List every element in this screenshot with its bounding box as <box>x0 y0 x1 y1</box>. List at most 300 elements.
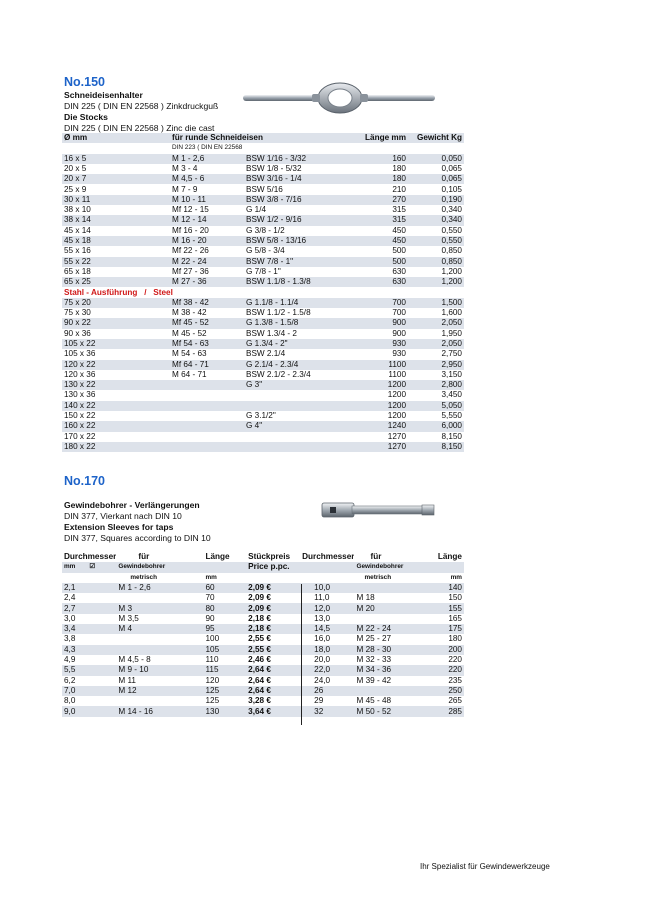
cell-weight: 0,105 <box>441 184 462 194</box>
cell-metric: Mf 22 - 26 <box>172 246 209 256</box>
cell-diameter-2: 24,0 <box>314 675 331 685</box>
cell-tap-2: M 25 - 27 <box>356 634 392 644</box>
cell-length: 80 <box>179 603 246 613</box>
table-row <box>62 593 464 603</box>
cell-metric: Mf 45 - 52 <box>170 318 244 328</box>
cell-diameter: 30 x 11 <box>62 195 170 205</box>
cell-weight: 5,050 <box>408 401 464 411</box>
cell-weight: 2,950 <box>408 360 464 370</box>
din-norm-note: DIN 223 ( DIN EN 22568 <box>172 144 243 152</box>
table-row <box>62 184 464 194</box>
cell-weight: 0,050 <box>408 154 464 164</box>
cell-diameter: 25 x 9 <box>64 184 87 194</box>
cell-imperial: BSW 1.3/4 - 2 <box>246 328 297 338</box>
cell-length: 450 <box>352 236 408 246</box>
col-header-length-2: Länge <box>437 552 462 562</box>
table-row <box>62 164 464 174</box>
table-row <box>62 390 464 400</box>
table-row <box>62 215 464 225</box>
cell-diameter: 160 x 22 <box>62 421 170 431</box>
table-row <box>62 634 464 644</box>
cell-imperial: BSW 1/16 - 3/32 <box>244 154 352 164</box>
cell-imperial <box>244 432 352 442</box>
col-header-for-2: für <box>370 552 382 562</box>
cell-imperial: G 5/8 - 3/4 <box>246 246 285 256</box>
cell-weight: 6,000 <box>408 421 464 431</box>
table-row <box>62 696 464 706</box>
cell-imperial: BSW 2.1/4 <box>246 349 286 359</box>
cell-diameter: 20 x 7 <box>62 174 170 184</box>
cell-length: 1270 <box>387 431 406 441</box>
cell-length: 500 <box>392 246 406 256</box>
cell-length-2: 250 <box>414 686 464 696</box>
cell-diameter-2: 10,0 <box>300 583 354 593</box>
cell-length: 95 <box>179 624 246 634</box>
cell-price: 2,09 € <box>246 583 300 593</box>
cell-length: 900 <box>352 318 408 328</box>
table-row <box>62 257 464 267</box>
table-row <box>62 686 464 696</box>
cell-length: 70 <box>205 593 215 603</box>
cell-length-2: 220 <box>414 665 464 675</box>
table-row <box>62 411 464 421</box>
cell-tap: M 14 - 16 <box>116 706 179 716</box>
cell-imperial: BSW 2.1/2 - 2.3/4 <box>246 369 311 379</box>
table-row <box>62 246 464 256</box>
cell-price: 2,55 € <box>246 645 300 655</box>
cell-diameter: 120 x 36 <box>64 369 96 379</box>
table-subheader-2 <box>62 573 464 583</box>
cell-length-2: 175 <box>414 624 464 634</box>
cell-tap-2: M 32 - 33 <box>356 655 392 665</box>
cell-metric <box>170 411 244 421</box>
table-row <box>62 706 464 716</box>
cell-imperial: BSW 5/8 - 13/16 <box>244 236 352 246</box>
table-row <box>62 614 464 624</box>
cell-tap-2: M 45 - 48 <box>356 696 392 706</box>
cell-imperial: G 3/8 - 1/2 <box>246 225 285 235</box>
cell-weight: 1,500 <box>408 298 464 308</box>
table-row <box>62 432 464 442</box>
cell-diameter: 170 x 22 <box>64 431 96 441</box>
col-header-diameter: Ø mm <box>62 133 170 143</box>
cell-diameter: 45 x 18 <box>62 236 170 246</box>
unit-mm: mm ☑ <box>62 562 116 572</box>
extension-sleeves-table <box>62 552 464 717</box>
cell-tap: M 9 - 10 <box>116 665 179 675</box>
cell-length: 315 <box>392 205 406 215</box>
cell-metric <box>170 442 244 452</box>
cell-diameter-2: 12,0 <box>300 603 354 613</box>
cell-price: 2,64 € <box>246 686 300 696</box>
cell-price: 2,09 € <box>246 603 300 613</box>
table-row <box>62 645 464 655</box>
cell-diameter: 105 x 36 <box>64 349 96 359</box>
label-taps: Gewindebohrer <box>116 562 179 572</box>
cell-tap <box>116 593 179 603</box>
cell-imperial: BSW 1.1/2 - 1.5/8 <box>246 308 311 318</box>
cell-length: 105 <box>179 645 246 655</box>
cell-length: 1200 <box>387 411 406 421</box>
cell-tap-2 <box>354 583 414 593</box>
table-row <box>62 442 464 452</box>
cell-tap: M 3 <box>116 603 179 613</box>
cell-metric <box>170 401 244 411</box>
cell-metric <box>170 432 244 442</box>
cell-diameter: 2,7 <box>62 603 116 613</box>
label-mm: mm <box>205 573 217 581</box>
cell-tap-2 <box>354 686 414 696</box>
table-row <box>62 277 464 287</box>
cell-imperial: G 1/4 <box>246 205 267 215</box>
die-stock-image <box>240 80 440 120</box>
cell-length-2: 285 <box>414 706 464 716</box>
cell-tap-2 <box>354 614 414 624</box>
cell-metric: Mf 16 - 20 <box>172 225 209 235</box>
col-header-length: Länge mm <box>352 133 408 143</box>
cell-length: 210 <box>392 184 406 194</box>
table-row <box>62 421 464 431</box>
cell-diameter: 38 x 10 <box>64 205 91 215</box>
cell-imperial <box>244 442 352 452</box>
table-row <box>62 267 464 277</box>
cell-diameter: 20 x 5 <box>64 163 87 173</box>
model-number-150: No.150 <box>64 75 105 89</box>
cell-price: 2,64 € <box>248 675 271 685</box>
table-row <box>62 226 464 236</box>
cell-weight: 0,550 <box>441 225 462 235</box>
cell-metric: M 7 - 9 <box>172 184 198 194</box>
table-row <box>62 655 464 665</box>
cell-diameter: 105 x 22 <box>62 339 170 349</box>
label-metric: metrisch <box>130 573 157 581</box>
cell-tap: M 4 <box>116 624 179 634</box>
cell-diameter: 5,5 <box>62 665 116 675</box>
cell-diameter: 6,2 <box>64 675 76 685</box>
cell-diameter: 140 x 22 <box>62 401 170 411</box>
cell-diameter-2: 14,5 <box>300 624 354 634</box>
cell-weight: 3,150 <box>441 369 462 379</box>
cell-tap: M 4,5 - 8 <box>118 655 151 665</box>
table-row <box>62 205 464 215</box>
cell-tap: M 1 - 2,6 <box>116 583 179 593</box>
cell-length: 270 <box>352 195 408 205</box>
cell-metric: M 16 - 20 <box>170 236 244 246</box>
cell-tap-2: M 39 - 42 <box>356 675 392 685</box>
cell-metric: M 45 - 52 <box>172 328 207 338</box>
cell-metric <box>170 421 244 431</box>
cell-length: 180 <box>352 174 408 184</box>
cell-diameter: 4,3 <box>62 645 116 655</box>
cell-metric: M 1 - 2,6 <box>170 154 244 164</box>
label-taps-2: Gewindebohrer <box>354 562 414 572</box>
table-row <box>62 236 464 246</box>
cell-weight: 0,550 <box>408 236 464 246</box>
cell-length: 900 <box>392 328 406 338</box>
cell-diameter-2: 26 <box>300 686 354 696</box>
cell-diameter: 65 x 18 <box>64 266 91 276</box>
cell-price: 3,64 € <box>246 706 300 716</box>
cell-diameter: 75 x 20 <box>62 298 170 308</box>
cell-length: 125 <box>179 686 246 696</box>
table-row <box>62 195 464 205</box>
title-en-170: Extension Sleeves for taps <box>64 522 174 532</box>
cell-imperial: BSW 1/2 - 9/16 <box>244 215 352 225</box>
cell-length: 115 <box>179 665 246 675</box>
cell-diameter: 38 x 14 <box>62 215 170 225</box>
cell-metric: M 4,5 - 6 <box>170 174 244 184</box>
table-row <box>62 624 464 634</box>
cell-diameter: 130 x 36 <box>64 390 96 400</box>
cell-tap: M 3,5 <box>118 613 139 623</box>
cell-price: 3,28 € <box>248 696 271 706</box>
steel-version-label <box>62 287 464 297</box>
table-row <box>62 298 464 308</box>
cell-price: 2,18 € <box>246 624 300 634</box>
cell-metric: M 22 - 24 <box>170 257 244 267</box>
cell-imperial: BSW 3/8 - 7/16 <box>244 195 352 205</box>
cell-length: 700 <box>392 308 406 318</box>
cell-tap-2: M 22 - 24 <box>354 624 414 634</box>
square-icon: ☑ <box>89 563 96 571</box>
cell-metric: M 12 - 14 <box>170 215 244 225</box>
cell-length: 180 <box>392 163 406 173</box>
cell-weight: 5,550 <box>441 411 462 421</box>
footer-tagline: Ihr Spezialist für Gewindewerkzeuge <box>420 862 550 871</box>
cell-diameter: 55 x 22 <box>62 257 170 267</box>
cell-diameter: 16 x 5 <box>62 154 170 164</box>
table-row <box>62 174 464 184</box>
label-metric-2: metrisch <box>364 573 392 581</box>
cell-length: 930 <box>392 349 406 359</box>
cell-metric: M 10 - 11 <box>170 195 244 205</box>
model-number-170: No.170 <box>64 474 105 488</box>
cell-diameter-2: 13,0 <box>314 613 331 623</box>
cell-imperial: BSW 1.1/8 - 1.3/8 <box>244 277 352 287</box>
table-header-170 <box>62 552 464 562</box>
cell-diameter-2: 32 <box>300 706 354 716</box>
title-en: Die Stocks <box>64 112 108 122</box>
cell-diameter-2: 29 <box>314 696 324 706</box>
table-row <box>62 603 464 613</box>
cell-price: 2,64 € <box>246 665 300 675</box>
col-header-dies: für runde Schneideisen <box>170 133 352 143</box>
cell-imperial: G 1.3/4 - 2" <box>244 339 352 349</box>
cell-metric: Mf 54 - 63 <box>170 339 244 349</box>
cell-imperial: G 1.3/8 - 1.5/8 <box>244 318 352 328</box>
cell-weight: 2,050 <box>408 318 464 328</box>
cell-length: 125 <box>205 696 220 706</box>
cell-length: 130 <box>179 706 246 716</box>
table-row <box>62 349 464 359</box>
cell-metric: Mf 12 - 15 <box>172 205 209 215</box>
extension-sleeve-image <box>318 498 438 522</box>
table-subheader <box>62 143 464 153</box>
die-stocks-table <box>62 133 464 452</box>
cell-weight: 0,340 <box>408 215 464 225</box>
spec-en-170: DIN 377, Squares according to DIN 10 <box>64 533 211 543</box>
col-header-length: Länge <box>205 552 230 562</box>
cell-diameter: 55 x 16 <box>64 246 91 256</box>
table-row <box>62 665 464 675</box>
cell-length: 1240 <box>352 421 408 431</box>
cell-metric: M 54 - 63 <box>172 349 207 359</box>
column-divider <box>301 584 302 725</box>
cell-length: 1270 <box>352 442 408 452</box>
title-de: Schneideisenhalter <box>64 90 143 100</box>
table-row <box>62 318 464 328</box>
cell-imperial: G 1.1/8 - 1.1/4 <box>244 298 352 308</box>
cell-length: 100 <box>205 634 220 644</box>
cell-length: 450 <box>392 225 406 235</box>
cell-imperial: BSW 3/16 - 1/4 <box>244 174 352 184</box>
table-subheader-1 <box>62 562 464 572</box>
cell-metric: M 38 - 42 <box>172 308 207 318</box>
cell-diameter: 90 x 22 <box>62 318 170 328</box>
cell-diameter: 9,0 <box>62 706 116 716</box>
table-row <box>62 401 464 411</box>
cell-price: 2,18 € <box>248 613 271 623</box>
table-row <box>62 583 464 593</box>
cell-weight: 0,850 <box>441 246 462 256</box>
cell-tap: M 12 <box>116 686 179 696</box>
cell-weight: 0,065 <box>441 163 462 173</box>
cell-weight: 0,065 <box>408 174 464 184</box>
label-mm-2: mm <box>450 573 462 581</box>
table-row <box>62 308 464 318</box>
cell-length: 1200 <box>387 390 406 400</box>
cell-metric: M 64 - 71 <box>172 369 207 379</box>
cell-weight: 1,200 <box>408 277 464 287</box>
cell-diameter: 150 x 22 <box>64 411 96 421</box>
cell-tap-2: M 20 <box>354 603 414 613</box>
cell-imperial: G 3" <box>244 380 352 390</box>
cell-length: 700 <box>352 298 408 308</box>
cell-imperial: G 4" <box>244 421 352 431</box>
cell-tap <box>116 634 179 644</box>
cell-diameter: 8,0 <box>64 696 76 706</box>
cell-length: 110 <box>205 655 219 665</box>
table-row <box>62 360 464 370</box>
cell-length: 930 <box>352 339 408 349</box>
cell-length: 1100 <box>352 360 408 370</box>
cell-diameter: 65 x 25 <box>62 277 170 287</box>
cell-length-2: 265 <box>448 696 462 706</box>
cell-metric <box>170 390 244 400</box>
table-row <box>62 339 464 349</box>
cell-tap-2: M 34 - 36 <box>354 665 414 675</box>
cell-imperial: G 2.1/4 - 2.3/4 <box>244 360 352 370</box>
col-header-price: Stückpreis <box>248 552 291 562</box>
cell-length: 500 <box>352 257 408 267</box>
cell-diameter-2: 18,0 <box>300 645 354 655</box>
cell-weight: 0,850 <box>408 257 464 267</box>
cell-metric: Mf 38 - 42 <box>170 298 244 308</box>
cell-weight: 2,800 <box>408 380 464 390</box>
cell-diameter: 120 x 22 <box>62 360 170 370</box>
cell-diameter-2: 11,0 <box>314 593 330 603</box>
col-header-weight: Gewicht Kg <box>408 133 464 143</box>
spec-de: DIN 225 ( DIN EN 22568 ) Zinkdruckguß <box>64 101 219 111</box>
cell-length: 630 <box>352 277 408 287</box>
cell-imperial <box>244 390 352 400</box>
table-row <box>62 370 464 380</box>
cell-diameter: 3,0 <box>64 613 76 623</box>
cell-length: 630 <box>392 266 406 276</box>
cell-length-2: 155 <box>414 603 464 613</box>
cell-length-2: 180 <box>448 634 462 644</box>
title-de-170: Gewindebohrer - Verlängerungen <box>64 500 200 510</box>
cell-imperial: BSW 1/8 - 5/32 <box>246 163 302 173</box>
cell-diameter: 45 x 14 <box>64 225 91 235</box>
cell-diameter: 2,4 <box>64 593 76 603</box>
cell-weight: 0,340 <box>441 205 462 215</box>
cell-length: 60 <box>179 583 246 593</box>
cell-weight: 1,200 <box>441 266 462 276</box>
cell-length-2: 200 <box>414 645 464 655</box>
cell-price: 2,09 € <box>248 593 271 603</box>
cell-diameter: 2,1 <box>62 583 116 593</box>
spec-en: DIN 225 ( DIN EN 22568 ) Zinc die cast <box>64 123 215 133</box>
cell-diameter: 75 x 30 <box>64 308 91 318</box>
cell-diameter-2: 16,0 <box>314 634 331 644</box>
spec-de-170: DIN 377, Vierkant nach DIN 10 <box>64 511 182 521</box>
cell-diameter: 130 x 22 <box>62 380 170 390</box>
table-row <box>62 154 464 164</box>
cell-weight: 1,950 <box>441 328 462 338</box>
table-row <box>62 380 464 390</box>
cell-length-2: 150 <box>448 593 462 603</box>
steel-label: Stahl - Ausführung / Steel <box>64 287 173 297</box>
cell-length: 120 <box>205 675 220 685</box>
cell-price: 2,55 € <box>248 634 271 644</box>
cell-length-2: 235 <box>448 675 462 685</box>
cell-tap-2: M 18 <box>356 593 375 603</box>
cell-length: 90 <box>205 613 215 623</box>
cell-metric <box>170 380 244 390</box>
cell-length: 1200 <box>352 401 408 411</box>
cell-tap <box>116 696 179 706</box>
cell-tap-2: M 50 - 52 <box>354 706 414 716</box>
cell-length: 160 <box>352 154 408 164</box>
cell-length: 1200 <box>352 380 408 390</box>
cell-diameter-2: 20,0 <box>314 655 331 665</box>
cell-length-2: 165 <box>448 613 462 623</box>
cell-tap <box>116 645 179 655</box>
cell-length: 315 <box>352 215 408 225</box>
col-header-diameter: Durchmesser <box>64 552 117 562</box>
cell-imperial: G 7/8 - 1" <box>246 266 281 276</box>
cell-price: 2,46 € <box>248 655 271 665</box>
cell-weight: 8,150 <box>408 442 464 452</box>
table-row <box>62 329 464 339</box>
cell-tap-2: M 28 - 30 <box>354 645 414 655</box>
label-price: Price p.pc. <box>246 562 300 572</box>
cell-metric: Mf 64 - 71 <box>170 360 244 370</box>
cell-weight: 0,190 <box>408 195 464 205</box>
cell-length: 1100 <box>388 369 406 379</box>
cell-weight: 2,750 <box>441 349 462 359</box>
cell-diameter: 4,9 <box>64 655 76 665</box>
cell-metric: M 27 - 36 <box>170 277 244 287</box>
cell-imperial <box>244 401 352 411</box>
cell-imperial: G 3.1/2" <box>246 411 276 421</box>
cell-weight: 2,050 <box>408 339 464 349</box>
cell-diameter: 3,4 <box>62 624 116 634</box>
cell-diameter: 90 x 36 <box>64 328 91 338</box>
cell-imperial: BSW 5/16 <box>246 184 283 194</box>
cell-tap: M 11 <box>118 675 136 685</box>
